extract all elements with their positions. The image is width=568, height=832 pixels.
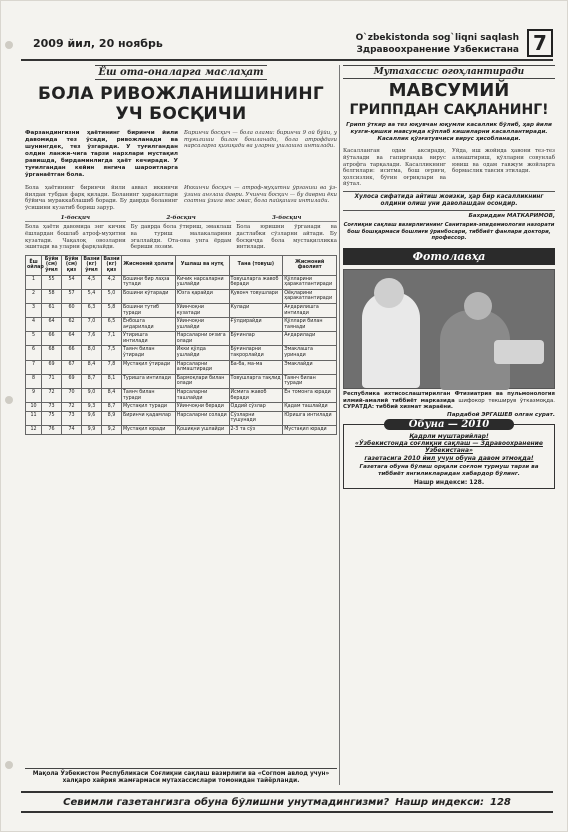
table-cell: 8,7 bbox=[102, 403, 122, 412]
subscription-body: Газетага обуна бўлиш орқали соғлом турмуш тарзи ва тиббиёт янгиликларидан хабардор бўлинг. bbox=[359, 463, 539, 477]
table-cell: Нарсаларни солади bbox=[175, 411, 229, 425]
table-cell: Бошини бир лаҳза тутади bbox=[122, 275, 176, 289]
stage-2 bbox=[131, 215, 232, 250]
table-cell: 60 bbox=[62, 303, 82, 317]
stage-1-title: 1-босқич bbox=[25, 215, 126, 222]
photo-credit: Пардабой ЭРГАШЕВ олган сурат. bbox=[447, 411, 555, 418]
table-row bbox=[26, 374, 337, 388]
table-cell: Таянч билан туради bbox=[283, 374, 337, 388]
table-row bbox=[26, 318, 337, 332]
stage-columns bbox=[25, 215, 337, 250]
stage-3-title: 3-босқич bbox=[236, 215, 337, 222]
stage-1 bbox=[25, 215, 126, 250]
table-cell: Қошиқни ушлайди bbox=[175, 426, 229, 435]
table-cell: 69 bbox=[42, 360, 62, 374]
table-cell: Эмаклайди bbox=[283, 360, 337, 374]
table-cell: 69 bbox=[62, 374, 82, 388]
flu-quote: Хулоса сифатида айтиш жоизки, ҳар бир касалликнинг олдини олиш уни даволашдан осондир. bbox=[343, 191, 555, 211]
table-cell: Ёнбошга ағдарилади bbox=[122, 318, 176, 332]
table-cell: 8,7 bbox=[82, 374, 102, 388]
table-cell: Ағдарилишга интилади bbox=[283, 303, 337, 317]
development-table bbox=[25, 255, 337, 435]
table-cell: Исмига жавоб беради bbox=[229, 389, 283, 403]
table-cell: 8,1 bbox=[102, 374, 122, 388]
table-cell: 9,9 bbox=[82, 426, 102, 435]
table-cell: 74 bbox=[62, 426, 82, 435]
photo-caption-body: шифокор текширув ўтказмоқда. bbox=[458, 397, 556, 404]
left-article bbox=[25, 65, 337, 785]
page-number: 7 bbox=[527, 29, 553, 57]
table-body bbox=[26, 275, 337, 434]
table-cell: 7,0 bbox=[82, 318, 102, 332]
table-cell: 61 bbox=[42, 303, 62, 317]
table-header-cell: Жисмоний фаолият bbox=[283, 255, 337, 275]
table-cell: 9,3 bbox=[82, 403, 102, 412]
subscription-callout-3: газетасига 2010 йил учун обуна давом этмоқда! bbox=[364, 454, 534, 462]
table-cell: 64 bbox=[42, 318, 62, 332]
table-cell: Бошини кўтаради bbox=[122, 289, 176, 303]
table-cell: 5,8 bbox=[102, 303, 122, 317]
table-cell: 4 bbox=[26, 318, 42, 332]
table-header-cell: Ёш ойлар bbox=[26, 255, 42, 275]
article-footnote: Мақола Ўзбекистон Республикаси Соғлиқни сақлаш вазирлиги ва «Согпом авлод учун» халқаро хайрия жамғармаси мутахассислари томонидан тайёрланди. bbox=[25, 768, 337, 785]
table-row bbox=[26, 403, 337, 412]
table-cell: Қўллари билан таянади bbox=[283, 318, 337, 332]
masthead bbox=[356, 32, 519, 56]
table-cell: 67 bbox=[62, 360, 82, 374]
punch-hole bbox=[5, 396, 13, 404]
medical-device bbox=[494, 340, 544, 364]
table-cell: 54 bbox=[62, 275, 82, 289]
table-row bbox=[26, 303, 337, 317]
table-row bbox=[26, 411, 337, 425]
table-cell: Мустақил ўтиради bbox=[122, 360, 176, 374]
table-cell: Мустақил юради bbox=[283, 426, 337, 435]
table-cell: 6 bbox=[26, 346, 42, 360]
table-row bbox=[26, 360, 337, 374]
table-cell: 76 bbox=[42, 426, 62, 435]
table-cell: Бўғинлар bbox=[229, 332, 283, 346]
table-cell: 5,0 bbox=[102, 289, 122, 303]
stage-1-text: Бола ҳаёти давомида энг кичик ёшлардан бошлаб атроф-муҳитни кузатади. Чақалоқ овозларни эшитади ва уларни фарқлайди. bbox=[25, 224, 126, 251]
table-cell: 62 bbox=[62, 318, 82, 332]
table-cell: 5,4 bbox=[82, 289, 102, 303]
table-cell: Биринчи қадамлар bbox=[122, 411, 176, 425]
article-headline: БОЛА РИВОЖЛАНИШИНИНГ УЧ БОСҚИЧИ bbox=[38, 84, 324, 124]
column-divider bbox=[339, 65, 340, 785]
table-cell: Ағдарилади bbox=[283, 332, 337, 346]
table-cell: 66 bbox=[62, 346, 82, 360]
table-cell: 8,0 bbox=[82, 346, 102, 360]
table-cell: 64 bbox=[62, 332, 82, 346]
table-cell: Таянч билан ўтиради bbox=[122, 346, 176, 360]
table-cell: 6,5 bbox=[102, 318, 122, 332]
table-cell: 71 bbox=[42, 374, 62, 388]
table-cell: Таянч билан туради bbox=[122, 389, 176, 403]
footer-slogan: Севимли газетангизга обуна бўлишни унутмадингизми? bbox=[63, 796, 390, 808]
article-col-a: Бола ҳаётининг биринчи йили аввал иккинчи йилдан тубдан фарқ қилади. Боланинг ҳаракатлари бўйича мураккаблашиб боради. Бу даврда боланинг ўсишини кузатиб бориш зарур. bbox=[25, 185, 178, 211]
table-row bbox=[26, 389, 337, 403]
subscription-index: Нашр индекси: 128. bbox=[413, 479, 485, 487]
article-col-b: Биринчи босқич — бола олами: биринчи 9 ой бўйи, у туғилиши билан бошланади, бола атрофдаги нарсаларга қизиқади ва уларни ушлашга интилади. bbox=[184, 130, 337, 150]
table-cell: 8,9 bbox=[102, 411, 122, 425]
table-cell: 11 bbox=[26, 411, 42, 425]
table-cell: 9,0 bbox=[82, 389, 102, 403]
photo-caption-tail: СУРАТДА: тиббий хизмат жараёни. bbox=[343, 404, 453, 411]
table-cell: Оёқларини ҳаракатлантиради bbox=[283, 289, 337, 303]
flu-rubric: Мутахассис огоҳлантиради bbox=[343, 65, 555, 79]
table-cell: Нарсаларни алмаштиради bbox=[175, 360, 229, 374]
table-cell: Ўтиришга интилади bbox=[122, 332, 176, 346]
table-cell: Ён томонга юради bbox=[283, 389, 337, 403]
table-cell: Нарсаларни оғзига олади bbox=[175, 332, 229, 346]
lead-columns bbox=[25, 130, 337, 179]
table-cell: 9,2 bbox=[102, 426, 122, 435]
right-column bbox=[343, 65, 555, 785]
table-cell: 8,4 bbox=[82, 360, 102, 374]
footer-index-label: Нашр индекси: bbox=[395, 796, 484, 808]
table-cell: 72 bbox=[42, 389, 62, 403]
punch-hole bbox=[5, 761, 13, 769]
article-col-c: Иккинчи босқич — атроф-муҳитни ўрганиш ва ўз-ўзини англаш даври. Учинчи босқич — бу даврни ёки соатни ўзига мос эмас, бола пайқашга интилади. bbox=[184, 185, 337, 205]
table-cell: 66 bbox=[42, 332, 62, 346]
table-cell: Қадам ташлайди bbox=[283, 403, 337, 412]
photo-image bbox=[343, 269, 555, 389]
subscription-callout-2: «Ўзбекистонда соғлиқни сақлаш — Здравоохранение Узбекистана» bbox=[355, 440, 543, 455]
masthead-ru: Здравоохранение Узбекистана bbox=[356, 45, 519, 55]
subscription-callout-1: Қадрли муштарийлар! bbox=[409, 432, 489, 440]
table-cell: 7,6 bbox=[82, 332, 102, 346]
table-cell: 68 bbox=[42, 346, 62, 360]
table-cell: Бошини тутиб туради bbox=[122, 303, 176, 317]
table-cell: 8 bbox=[26, 374, 42, 388]
table-cell: 73 bbox=[42, 403, 62, 412]
table-cell: Кулади bbox=[229, 303, 283, 317]
table-cell: 4,5 bbox=[82, 275, 102, 289]
table-row bbox=[26, 426, 337, 435]
table-cell: 7,8 bbox=[102, 360, 122, 374]
table-cell: Бармоқлари билан олади bbox=[175, 374, 229, 388]
table-cell: 9,6 bbox=[82, 411, 102, 425]
flu-author-title: Соғлиқни сақлаш вазирлигининг Санитария-эпидемиология назорати бош бошқармаси бошлиғи ўринбосари, тиббиёт фанлари доктори, профессор. bbox=[343, 221, 555, 242]
table-cell: Сўзларни тушунади bbox=[229, 411, 283, 425]
table-cell: 8,4 bbox=[102, 389, 122, 403]
table-header-cell: Бўйи (см) ўғил bbox=[42, 255, 62, 275]
table-cell: Ғўлдирайди bbox=[229, 318, 283, 332]
table-cell: Мустақил туради bbox=[122, 403, 176, 412]
table-cell: 7,1 bbox=[102, 332, 122, 346]
table-cell: Бўғинларни такрорлайди bbox=[229, 346, 283, 360]
issue-date: 2009 йил, 20 ноябрь bbox=[33, 37, 163, 50]
table-row bbox=[26, 332, 337, 346]
table-cell: Мустақил юради bbox=[122, 426, 176, 435]
photo-caption bbox=[343, 391, 555, 411]
table-header-cell: Жисмоний ҳолати bbox=[122, 255, 176, 275]
table-header-row bbox=[26, 255, 337, 275]
table-cell: 12 bbox=[26, 426, 42, 435]
table-cell: 58 bbox=[42, 289, 62, 303]
table-cell: Қувонч товушлари bbox=[229, 289, 283, 303]
table-cell: 1 bbox=[26, 275, 42, 289]
doctor-head bbox=[374, 278, 404, 308]
photo-caption-lead: Республика ихтисослаштирилган Фтизиатрия ва пульмонология илмий-амалий тиббиёт марказида bbox=[343, 391, 555, 404]
table-cell: 6,3 bbox=[82, 303, 102, 317]
table-row bbox=[26, 346, 337, 360]
flu-headline-2: ГРИППДАН САҚЛАНИНГ! bbox=[349, 102, 549, 118]
table-cell: Ба-ба, ма-ма bbox=[229, 360, 283, 374]
table-header-cell: Вазни (кг) қиз bbox=[102, 255, 122, 275]
table-row bbox=[26, 275, 337, 289]
article-lead: Фарзандингизни ҳаётининг биринчи йили давомида тез ўсади, ривожланади ва шунингдек, тез ўзгаради. У туғилгандан олдин ланжи-чига тарзи нархлари мустақил равишда, бирдаминлигда ҳаёт кечиради. У туғилгандан кейин янгича шароитларга ўрганаётган бола. bbox=[25, 130, 178, 178]
development-table-wrapper bbox=[25, 255, 337, 675]
table-row bbox=[26, 289, 337, 303]
subscription-box bbox=[343, 418, 555, 489]
table-cell: 2 bbox=[26, 289, 42, 303]
table-cell: 57 bbox=[62, 289, 82, 303]
stage-2-title: 2-босқич bbox=[131, 215, 232, 222]
table-cell: Туришга интилади bbox=[122, 374, 176, 388]
table-cell: Юзга қарайди bbox=[175, 289, 229, 303]
table-cell: Ўйинчоқни беради bbox=[175, 403, 229, 412]
flu-lead: Грипп ўткир ва тез юқувчан юқумли касаллик бўлиб, ҳар йили кузги-қишки мавсумда кўплаб кишиларни касаллантиради. Касаллик қўзғатувчиси вирус ҳисобланади. bbox=[346, 122, 552, 142]
article-rubric: Ёш ота-оналарга маслаҳат bbox=[95, 65, 267, 80]
flu-headline-1: МАВСУМИЙ bbox=[388, 80, 510, 101]
punch-hole bbox=[5, 41, 13, 49]
page-header bbox=[21, 31, 553, 61]
table-cell: 70 bbox=[62, 389, 82, 403]
subscription-title: Обуна — 2010 bbox=[384, 419, 514, 430]
stage-3 bbox=[236, 215, 337, 250]
flu-columns bbox=[343, 148, 555, 188]
table-cell: Ўйинчоқни ушлайди bbox=[175, 318, 229, 332]
masthead-latin: O`zbekistonda sog`liqni saqlash bbox=[355, 33, 519, 43]
photo-banner: Фотолавҳа bbox=[343, 248, 555, 265]
table-cell: Нарсаларни ташлайди bbox=[175, 389, 229, 403]
table-cell: 5 bbox=[26, 332, 42, 346]
table-cell: Оддий сўзлар bbox=[229, 403, 283, 412]
table-cell: 10 bbox=[26, 403, 42, 412]
flu-col-a: Касалланган одам аксиради, йўталади ва гапирганда вирус атрофга тарқалади. Касалликнинг белгилари: иситма, бош оғриғи, ҳолсизлик, бўғин оғриқлари ва йўтал. bbox=[343, 148, 446, 188]
table-cell: Ўйинчоқни кузатади bbox=[175, 303, 229, 317]
table-cell: 75 bbox=[42, 411, 62, 425]
table-cell: Товушларга тақлид bbox=[229, 374, 283, 388]
table-cell: 55 bbox=[42, 275, 62, 289]
table-cell: Эмаклашга уринади bbox=[283, 346, 337, 360]
footer-index-value: 128 bbox=[490, 796, 511, 808]
table-cell: 72 bbox=[62, 403, 82, 412]
body-columns bbox=[25, 185, 337, 211]
table-cell: Юришга интилади bbox=[283, 411, 337, 425]
table-header-cell: Вазни (кг) ўғил bbox=[82, 255, 102, 275]
flu-col-b: Уйда, иш жойида ҳавони тез-тез алмаштириш, қўлларни совунлаб ювиш ва одам гавжум жойларга бормаслик тавсия этилади. bbox=[452, 148, 555, 175]
table-cell: Кичик нарсаларни ушлайди bbox=[175, 275, 229, 289]
table-cell: 9 bbox=[26, 389, 42, 403]
table-cell: 3 bbox=[26, 303, 42, 317]
table-cell: Икки қўлда ушлайди bbox=[175, 346, 229, 360]
table-cell: Қўлларини ҳаракатлантиради bbox=[283, 275, 337, 289]
table-cell: 73 bbox=[62, 411, 82, 425]
table-cell: 4,2 bbox=[102, 275, 122, 289]
table-header-cell: Ушлаш ва нутқ bbox=[175, 255, 229, 275]
table-cell: Товушларга жавоб беради bbox=[229, 275, 283, 289]
table-header-cell: Тана (товуш) bbox=[229, 255, 283, 275]
page-footer bbox=[21, 791, 553, 813]
table-cell: 7 bbox=[26, 360, 42, 374]
patient-head bbox=[464, 292, 492, 320]
stage-3-text: Бола юришни ўрганади ва дастлабки сўзларни айтади. Бу босқичда бола мустақилликка интилади. bbox=[236, 224, 338, 251]
table-cell: 7,5 bbox=[102, 346, 122, 360]
table-header-cell: Бўйи (см) қиз bbox=[62, 255, 82, 275]
flu-author-name: Бахриддин МАТКАРИМОВ, bbox=[468, 212, 555, 219]
table-cell: 2-3 та сўз bbox=[229, 426, 283, 435]
stage-2-text: Бу даврда бола ўтириш, эмаклаш ва туриш малакаларини эгаллайди. Ота-она унга ёрдам бериши лозим. bbox=[130, 224, 232, 251]
